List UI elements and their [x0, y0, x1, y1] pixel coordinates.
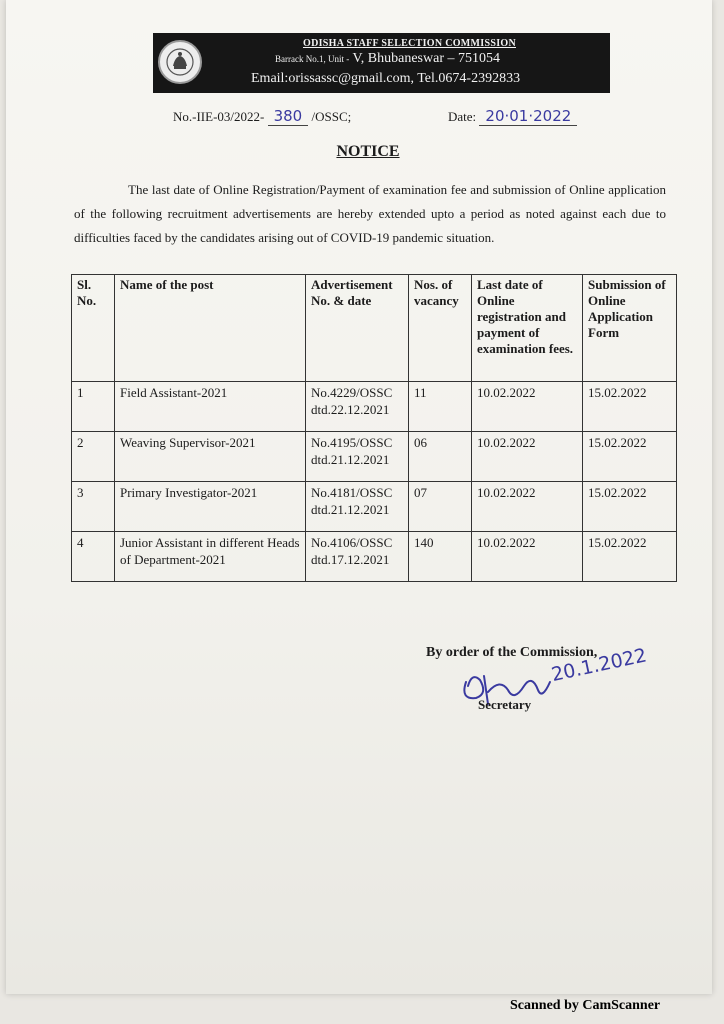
cell-submission: 15.02.2022	[583, 532, 677, 582]
cell-vacancy: 06	[409, 432, 472, 482]
header-last-date: Last date of Online registration and payment of examination fees.	[472, 275, 583, 382]
cell-last-date: 10.02.2022	[472, 482, 583, 532]
notice-body: The last date of Online Registration/Payment of examination fee and submission of Online application of the following recruitment advertisements are hereby extended upto a period as noted against each due to difficulties faced by the candidates arising out of COVID-19 pandemic situation.	[74, 182, 666, 245]
organization-address	[275, 51, 500, 67]
cell-vacancy: 11	[409, 382, 472, 432]
cell-vacancy: 07	[409, 482, 472, 532]
cell-sl: 2	[72, 432, 115, 482]
cell-submission: 15.02.2022	[583, 432, 677, 482]
table-header-row	[72, 275, 677, 382]
document-page	[6, 0, 712, 994]
table-row	[72, 432, 677, 482]
signature-date: 20.1.2022	[549, 644, 649, 686]
cell-advertisement: No.4181/OSSC dtd.21.12.2021	[306, 482, 409, 532]
header-post-name: Name of the post	[115, 275, 306, 382]
cell-last-date: 10.02.2022	[472, 432, 583, 482]
odisha-emblem-icon	[158, 40, 202, 84]
recruitment-table	[71, 274, 677, 582]
header-vacancy: Nos. of vacancy	[409, 275, 472, 382]
reference-handwritten-number: 380	[268, 107, 309, 126]
secretary-title: Secretary	[478, 697, 532, 712]
table-row	[72, 482, 677, 532]
cell-last-date: 10.02.2022	[472, 532, 583, 582]
cell-sl: 1	[72, 382, 115, 432]
cell-post: Weaving Supervisor-2021	[115, 432, 306, 482]
organization-contact: Email:orissassc@gmail.com, Tel.0674-2392833	[251, 71, 521, 86]
cell-submission: 15.02.2022	[583, 382, 677, 432]
header-submission: Submission of Online Application Form	[583, 275, 677, 382]
address-large-text: V, Bhubaneswar – 751054	[352, 51, 500, 66]
cell-last-date: 10.02.2022	[472, 382, 583, 432]
cell-advertisement: No.4195/OSSC dtd.21.12.2021	[306, 432, 409, 482]
reference-prefix: No.-IIE-03/2022-	[173, 109, 265, 124]
cell-advertisement: No.4106/OSSC dtd.17.12.2021	[306, 532, 409, 582]
cell-post: Field Assistant-2021	[115, 382, 306, 432]
cell-sl: 3	[72, 482, 115, 532]
reference-date	[448, 107, 577, 126]
cell-submission: 15.02.2022	[583, 482, 677, 532]
cell-sl: 4	[72, 532, 115, 582]
table-row	[72, 382, 677, 432]
address-small-text: Barrack No.1, Unit -	[275, 54, 350, 64]
cell-post: Primary Investigator-2021	[115, 482, 306, 532]
organization-name: ODISHA STAFF SELECTION COMMISSION	[303, 38, 516, 49]
reference-number	[173, 107, 351, 126]
handwritten-date: 20·01·2022	[479, 107, 577, 126]
date-label: Date:	[448, 109, 477, 124]
header-advertisement: Advertisement No. & date	[306, 275, 409, 382]
table-row	[72, 532, 677, 582]
order-line: By order of the Commission,	[426, 645, 598, 660]
letterhead	[153, 33, 610, 93]
cell-post: Junior Assistant in different Heads of Department-2021	[115, 532, 306, 582]
scanner-watermark: Scanned by CamScanner	[510, 998, 661, 1013]
reference-suffix: /OSSC;	[311, 109, 352, 124]
cell-advertisement: No.4229/OSSC dtd.22.12.2021	[306, 382, 409, 432]
notice-title: NOTICE	[336, 143, 400, 160]
header-sl-no: Sl. No.	[72, 275, 115, 382]
cell-vacancy: 140	[409, 532, 472, 582]
